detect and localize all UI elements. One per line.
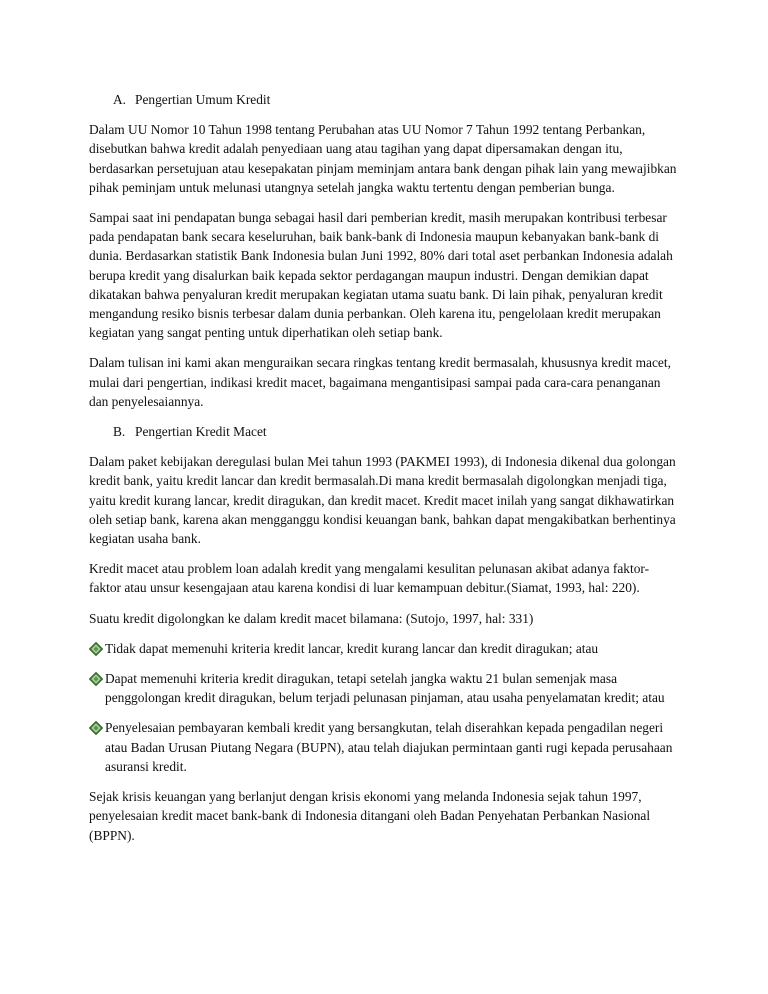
section-b-heading: [113, 422, 681, 441]
list-item-text: Tidak dapat memenuhi kriteria kredit lancar, kredit kurang lancar dan kredit diragukan; atau: [105, 640, 599, 656]
section-b-title: Pengertian Kredit Macet: [135, 424, 267, 440]
paragraph: Sejak krisis keuangan yang berlanjut dengan krisis ekonomi yang melanda Indonesia sejak tahun 1997, penyelesaian kredit macet bank-bank di Indonesia ditangani oleh Badan Penyehatan Perbankan Nasional (BPPN).: [89, 789, 651, 843]
section-a-number: A.: [113, 92, 127, 107]
list-item-text: Penyelesaian pembayaran kembali kredit yang bersangkutan, telah diserahkan kepada pengadilan negeri atau Badan Urusan Piutang Negara (BUPN), atau telah diajukan permintaan ganti rugi kepada perusahaan asuransi kredit.: [105, 720, 673, 774]
list-item: [89, 639, 681, 658]
paragraph: Sampai saat ini pendapatan bunga sebagai hasil dari pemberian kredit, masih merupakan kontribusi terbesar pada pendapatan bank secara keseluruhan, baik bank-bank di Indonesia maupun kebanyakan bank-bank di dunia. Berdasarkan statistik Bank Indonesia bulan Juni 1992, 80% dari total aset perbankan Indonesia adalah berupa kredit yang disalurkan baik kepada sektor perdagangan maupun industri. Dengan demikian dapat dikatakan bahwa penyaluran kredit merupakan kegiatan utama suatu bank. Di lain pihak, penyaluran kredit mengandung resiko bisnis terbesar dalam dunia perbankan. Oleh karena itu, pengelolaan kredit merupakan kegiatan yang sangat penting untuk diperhatikan oleh setiap bank.: [89, 210, 673, 341]
section-a-heading: [113, 90, 681, 109]
list-item-text: Dapat memenuhi kriteria kredit diragukan, tetapi setelah jangka waktu 21 bulan semenjak masa penggolongan kredit diragukan, belum terjadi pelunasan pinjaman, atau usaha penyelamatan kredit; atau: [105, 671, 665, 706]
list-item: [89, 669, 681, 707]
paragraph: Dalam paket kebijakan deregulasi bulan Mei tahun 1993 (PAKMEI 1993), di Indonesia dikenal dua golongan kredit bank, yaitu kredit lancar dan kredit bermasalah.Di mana kredit bermasalah digolongkan menjadi tiga, yaitu kredit kurang lancar, kredit diragukan, dan kredit macet. Kredit macet inilah yang sangat dikhawatirkan oleh setiap bank, karena akan mengganggu kondisi keuangan bank, bahkan dapat mengakibatkan berhentinya kegiatan usaha bank.: [89, 454, 676, 547]
paragraph: Kredit macet atau problem loan adalah kredit yang mengalami kesulitan pelunasan akibat adanya faktor-faktor atau unsur kesengajaan atau karena kondisi di luar kemampuan debitur.(Siamat, 1993, hal: 220).: [89, 561, 650, 596]
paragraph: Dalam UU Nomor 10 Tahun 1998 tentang Perubahan atas UU Nomor 7 Tahun 1992 tentang Perbankan, disebutkan bahwa kredit adalah penyediaan uang atau tagihan yang dapat dipersamakan dengan itu, berdasarkan persetujuan atau kesepakatan pinjam meminjam antara bank dengan pihak lain yang mewajibkan pihak peminjam untuk melunasi utangnya setelah jangka waktu tertentu dengan pemberian bunga.: [89, 122, 677, 195]
criteria-list: [89, 639, 681, 776]
section-b-number: B.: [113, 424, 126, 440]
document-body: [89, 90, 681, 856]
diamond-bullet-icon: [89, 642, 103, 656]
paragraph: Dalam tulisan ini kami akan menguraikan secara ringkas tentang kredit bermasalah, khususnya kredit macet, mulai dari pengertian, indikasi kredit macet, bagaimana mengantisipasi sampai pada cara-cara penanganan dan penyelesaiannya.: [89, 355, 671, 409]
list-item: [89, 718, 681, 776]
diamond-bullet-icon: [89, 672, 103, 686]
section-a-title: Pengertian Umum Kredit: [135, 92, 271, 107]
diamond-bullet-icon: [89, 721, 103, 735]
paragraph: Suatu kredit digolongkan ke dalam kredit macet bilamana: (Sutojo, 1997, hal: 331): [89, 610, 534, 626]
